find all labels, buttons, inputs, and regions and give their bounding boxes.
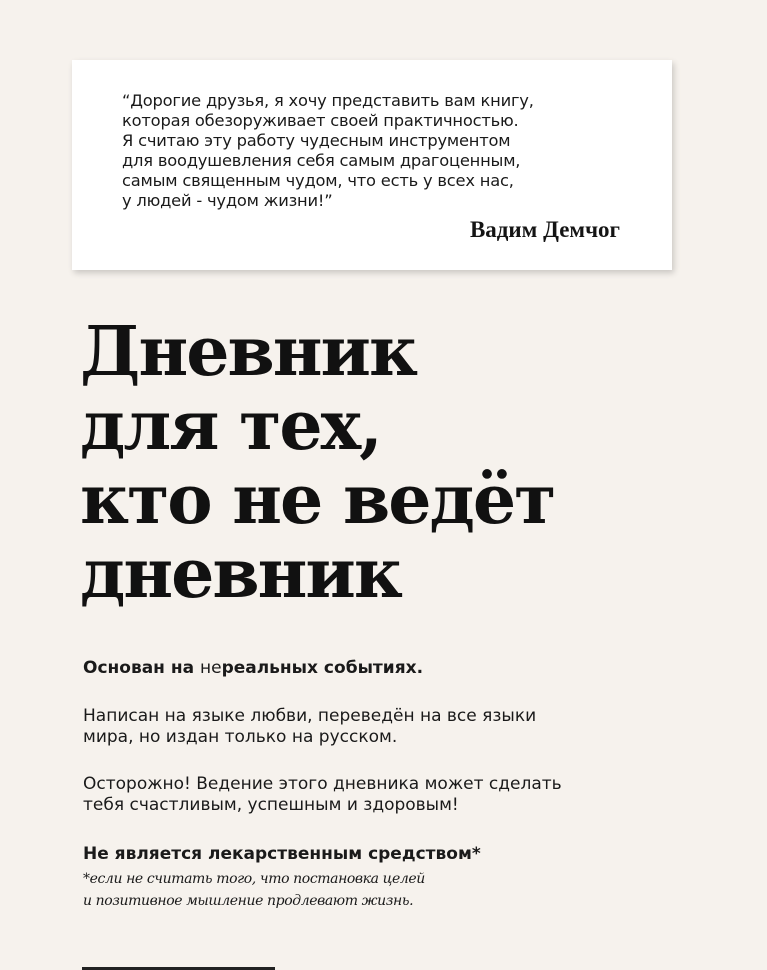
disclaimer: Не является лекарственным средством*: [83, 844, 481, 864]
quote-text: “Дорогие друзья, я хочу представить вам книгу, которая обезоруживает своей практичностью. Я считаю эту работу чудесным инструментом для воодушевления себя самым драгоценным, самым священным чудом, что есть у всех нас, у людей - чудом жизни!”: [122, 91, 534, 210]
paragraph-warning: Осторожно! Ведение этого дневника может сделать тебя счастливым, успешным и здоровым!: [83, 774, 562, 815]
paragraph-language: Написан на языке любви, переведён на все языки мира, но издан только на русском.: [83, 706, 537, 747]
quote-author: Вадим Демчог: [469, 217, 620, 242]
tagline: Основан на нереальных событиях.: [83, 658, 424, 678]
book-title: Дневник для тех, кто не ведёт дневник: [80, 312, 555, 614]
quote-box: [72, 60, 672, 270]
footnote: *если не считать того, что постановка целей и позитивное мышление продлевают жизнь.: [83, 871, 425, 909]
